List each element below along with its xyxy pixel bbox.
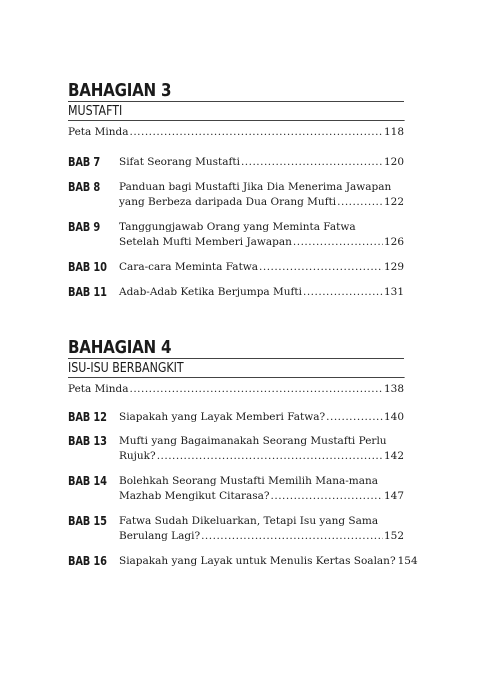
page-number: 140 (383, 411, 404, 423)
dot-leader (271, 489, 383, 504)
entry-title-line: Tanggungjawab Orang yang Meminta Fatwa (119, 221, 356, 233)
dot-leader (129, 126, 382, 138)
dot-leader (157, 449, 383, 464)
dot-leader (259, 260, 383, 275)
chapter-number: BAB 15 (68, 514, 107, 528)
entry-title: Peta Minda (68, 383, 129, 395)
part-subtitle: MUSTAFTI (68, 104, 405, 121)
page-number: 122 (383, 196, 404, 208)
part-3-header (68, 82, 404, 138)
page-number: 142 (383, 450, 404, 462)
part-4-header (68, 339, 404, 395)
dot-leader (201, 529, 383, 544)
chapter-number: BAB 13 (68, 434, 107, 448)
part-subtitle: ISU-ISU BERBANGKIT (68, 361, 405, 378)
entry-title-line: Fatwa Sudah Dikeluarkan, Tetapi Isu yang Sama (119, 515, 379, 527)
entry-title: Peta Minda (68, 126, 129, 138)
entry-title: Sifat Seorang Mustafti (119, 156, 240, 168)
toc-entry-peta-minda[interactable] (68, 383, 404, 395)
entry-title: Berulang Lagi? (119, 530, 201, 542)
chapter-number: BAB 14 (68, 474, 107, 488)
page-number: 129 (383, 261, 404, 273)
page-number: 154 (397, 555, 418, 567)
dot-leader (303, 285, 383, 300)
page-number: 131 (383, 286, 404, 298)
chapter-number: BAB 16 (68, 554, 107, 568)
dot-leader (293, 235, 383, 250)
page-number: 152 (383, 530, 404, 542)
entry-title-line: Panduan bagi Mustafti Jika Dia Menerima Jawapan (119, 181, 392, 193)
dot-leader (129, 383, 382, 395)
dot-leader (241, 155, 383, 170)
dot-leader (326, 410, 383, 425)
entry-title: Adab-Adab Ketika Berjumpa Mufti (119, 286, 302, 298)
chapter-number: BAB 9 (68, 220, 101, 234)
chapter-number: BAB 12 (68, 410, 107, 424)
entry-title: Cara-cara Meminta Fatwa (119, 261, 259, 273)
entry-title: Siapakah yang Layak untuk Menulis Kertas Soalan? (119, 555, 396, 567)
dot-leader (337, 195, 383, 210)
entry-title: Setelah Mufti Memberi Jawapan (119, 236, 292, 248)
entry-title: Rujuk? (119, 450, 156, 462)
entry-title: Siapakah yang Layak Memberi Fatwa? (119, 411, 326, 423)
chapter-number: BAB 7 (68, 155, 101, 169)
entry-title-line: Mufti yang Bagaimanakah Seorang Mustafti Perlu (119, 435, 387, 447)
page-number: 120 (383, 156, 404, 168)
part-heading: BAHAGIAN 3 (68, 82, 404, 102)
entry-title-line: Bolehkah Seorang Mustafti Memilih Mana-mana (119, 475, 379, 487)
page-number: 147 (383, 490, 404, 502)
chapter-number: BAB 8 (68, 180, 101, 194)
page-number: 118 (383, 126, 404, 138)
entry-title: yang Berbeza daripada Dua Orang Mufti (119, 196, 337, 208)
page-number: 126 (383, 236, 404, 248)
toc-entry-peta-minda[interactable] (68, 126, 404, 138)
part-heading: BAHAGIAN 4 (68, 339, 404, 359)
chapter-number: BAB 10 (68, 260, 107, 274)
entry-title: Mazhab Mengikut Citarasa? (119, 490, 270, 502)
page-number: 138 (383, 383, 404, 395)
chapter-number: BAB 11 (68, 285, 107, 299)
